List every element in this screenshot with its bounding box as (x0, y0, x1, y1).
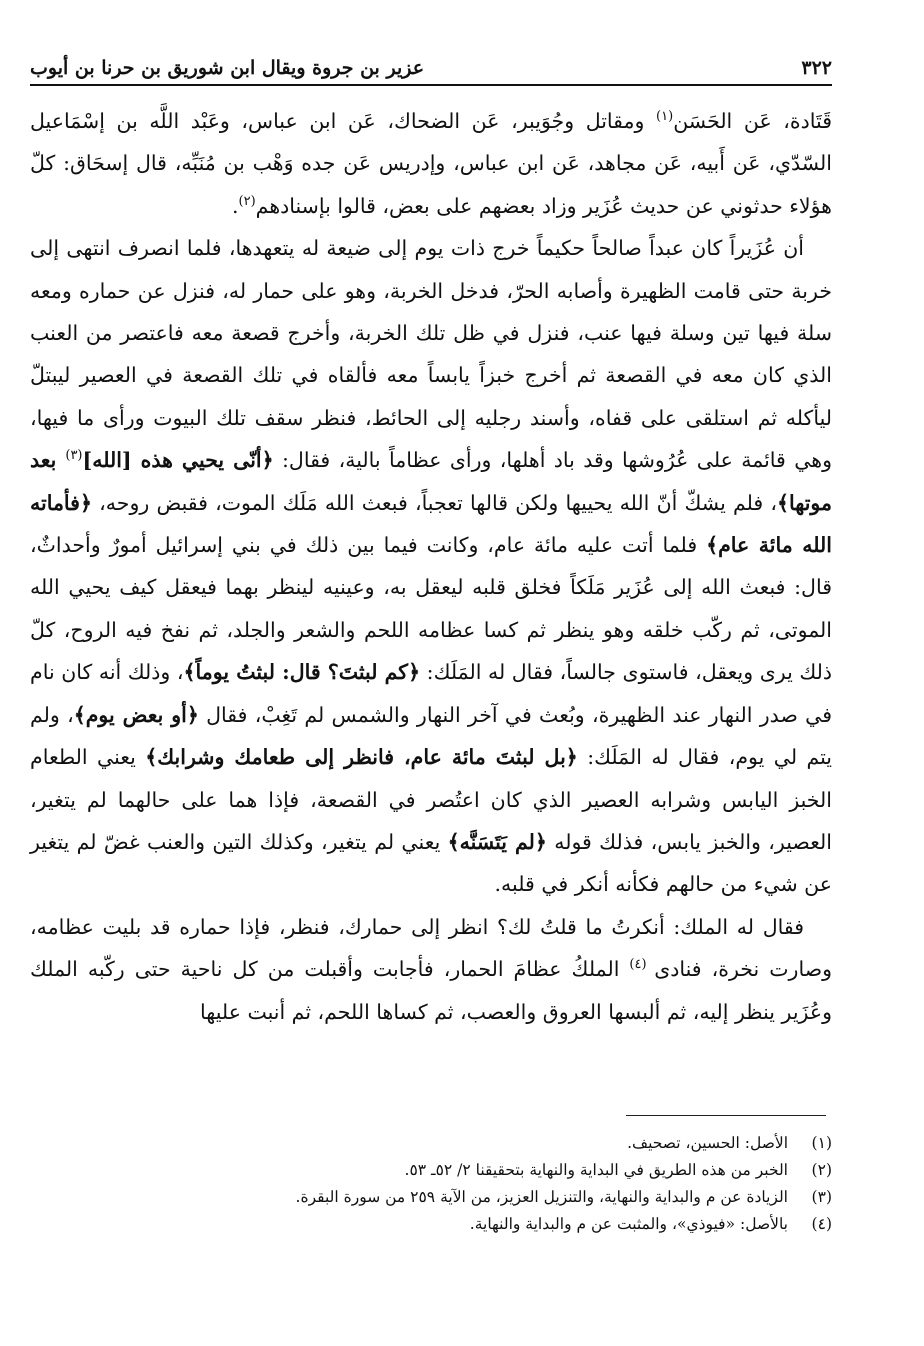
footnote (30, 1130, 832, 1157)
quran-quote: ﴿فأماته الله مائة عام﴾ (30, 490, 832, 558)
text-run: الملكُ عظامَ الحمار، فأجابت وأقبلت من كل ناحية حتى ركّبه الملك وعُزَير ينظر إليه، ثم ألبسها العروق والعصب، ثم كساها اللحم، ثم أنبت عليها (30, 957, 832, 1024)
main-text (30, 100, 832, 1033)
footnote-marker: (٣) (65, 448, 83, 464)
text-run: أن عُزَيراً كان عبداً صالحاً حكيماً خرج ذات يوم إلى ضيعة له يتعهدها، فلما انصرف انتهى إلى خربة حتى قامت الظهيرة وأصابه الحرّ، فدخل الخربة، وهو على حمار له، فنزل عن حماره ومعه سلة فيها تين وسلة فيها عنب، فنزل في ظل تلك الخربة، وأخرج قصعة معه فاعتصر من العنب الذي كان معه في القصعة ثم أخرج خبزاً يابساً معه فألقاه في تلك القصعة في العصير ليبتلّ ليأكله ثم استلقى على قفاه، وأسند رجليه إلى الحائط، فنظر سقف تلك البيوت ورأى ما فيها، وهي قائمة على عُرُوشها وقد باد أهلها، ورأى عظاماً بالية، فقال: (30, 236, 832, 473)
text-run: يعني لم يتغير، وكذلك التين والعنب غضّ لم يتغير عن شيء من حالهم فكأنه أنكر في قلبه. (30, 829, 832, 897)
text-run: ، وذلك أنه كان نام في صدر النهار عند الظهيرة، وبُعث في آخر النهار والشمس لم تَغِبْ، فقال (30, 660, 833, 727)
quran-quote: ﴿أو بعض يوم﴾ (73, 702, 199, 727)
text-run: ومقاتل وجُوَيبر، عَن الضحاك، عَن ابن عباس، وعَبْد اللَّه بن إسْمَاعيل السّدّي، عَن أَبيه، عَن مجاهد، عَن ابن عباس، وإدريس عَن جده وَهْب بن مُنَبِّه، قال إسحَاق: كلّ هؤلاء حدثوني عن حديث عُزَير وزاد بعضهم على بعض، قالوا بإسنادهم (30, 109, 832, 218)
header-divider (30, 84, 832, 86)
footnote-marker: (٤) (629, 957, 655, 973)
footnote (30, 1211, 832, 1238)
footnote-marker: (٢) (238, 193, 256, 209)
footnote-text: الأصل: الحسين، تصحيف. (627, 1134, 788, 1152)
quran-quote: ﴿أنّى يحيي هذه [الله] (82, 448, 274, 473)
page-header (30, 56, 832, 80)
quran-quote: ﴿كم لبثتَ؟ قال: لبثتُ يوماً﴾ (183, 660, 421, 685)
footnote (30, 1184, 832, 1211)
footnote (30, 1157, 832, 1184)
text-run: . (232, 193, 239, 218)
footnote-text: بالأصل: «فيوذي»، والمثبت عن م والبداية والنهاية. (469, 1215, 788, 1233)
quran-quote: بعد موتها﴾ (30, 448, 832, 515)
footnote-divider (626, 1115, 826, 1116)
page-number: ٣٢٢ (801, 57, 832, 79)
text-run: ، فلم يشكّ أنّ الله يحييها ولكن قالها تعجباً، فبعث الله مَلَك الموت، فقبض روحه، (91, 490, 778, 515)
footnote-text: الزيادة عن م والبداية والنهاية، والتنزيل العزيز، من الآية ٢٥٩ من سورة البقرة. (295, 1188, 788, 1206)
footnote-number: (٣) (811, 1188, 832, 1206)
running-title: عزير بن جروة ويقال ابن شوريق بن حرنا بن أيوب (30, 57, 425, 79)
quran-quote: ﴿لم يَتَسَنَّه﴾ (447, 829, 547, 854)
footnote-number: (١) (811, 1134, 832, 1152)
text-run: فقال له الملك: أنكرتُ ما قلتُ لك؟ انظر إلى حمارك، فنظر، فإذا حماره قد بليت عظامه، وصارت نخرة، فنادى (30, 914, 832, 982)
paragraph (30, 100, 832, 227)
quran-quote: ﴿بل لبثتَ مائة عام، فانظر إلى طعامك وشرابك﴾ (145, 745, 578, 770)
footnote-number: (٢) (811, 1161, 832, 1179)
footnote-marker: (١) (656, 109, 674, 125)
paragraph (30, 227, 832, 906)
footnote-number: (٤) (811, 1215, 832, 1233)
paragraph (30, 906, 832, 1033)
text-run: قَتَادة، عَن الحَسَن (673, 109, 833, 133)
text-run: يعني الطعام الخبز اليابس وشرابه العصير الذي كان اعتُصر في القصعة، فإذا هما على حالهما لم يتغير، العصير، والخبز يابس، فذلك قوله (30, 745, 832, 854)
footnotes (30, 1130, 832, 1238)
text-run: ، ولم يتم لي يوم، فقال له المَلَك: (30, 702, 832, 770)
text-run: فلما أتت عليه مائة عام، وكانت فيما بين ذلك في بني إسرائيل أمورٌ وأحداثٌ، قال: فبعث الله إلى عُزَير مَلَكاً فخلق قلبه ليعقل به، وعينيه لينظر بهما فيعقل كيف يحيي الله الموتى، ثم ركّب خلقه وهو ينظر ثم كسا عظامه اللحم والشعر والجلد، ثم نفخ فيه الروح، كلّ ذلك يرى ويعقل، فاستوى جالساً، فقال له المَلَك: (30, 533, 832, 685)
footnote-text: الخبر من هذه الطريق في البداية والنهاية بتحقيقنا ٢/ ٥٢ـ ٥٣. (404, 1161, 788, 1179)
